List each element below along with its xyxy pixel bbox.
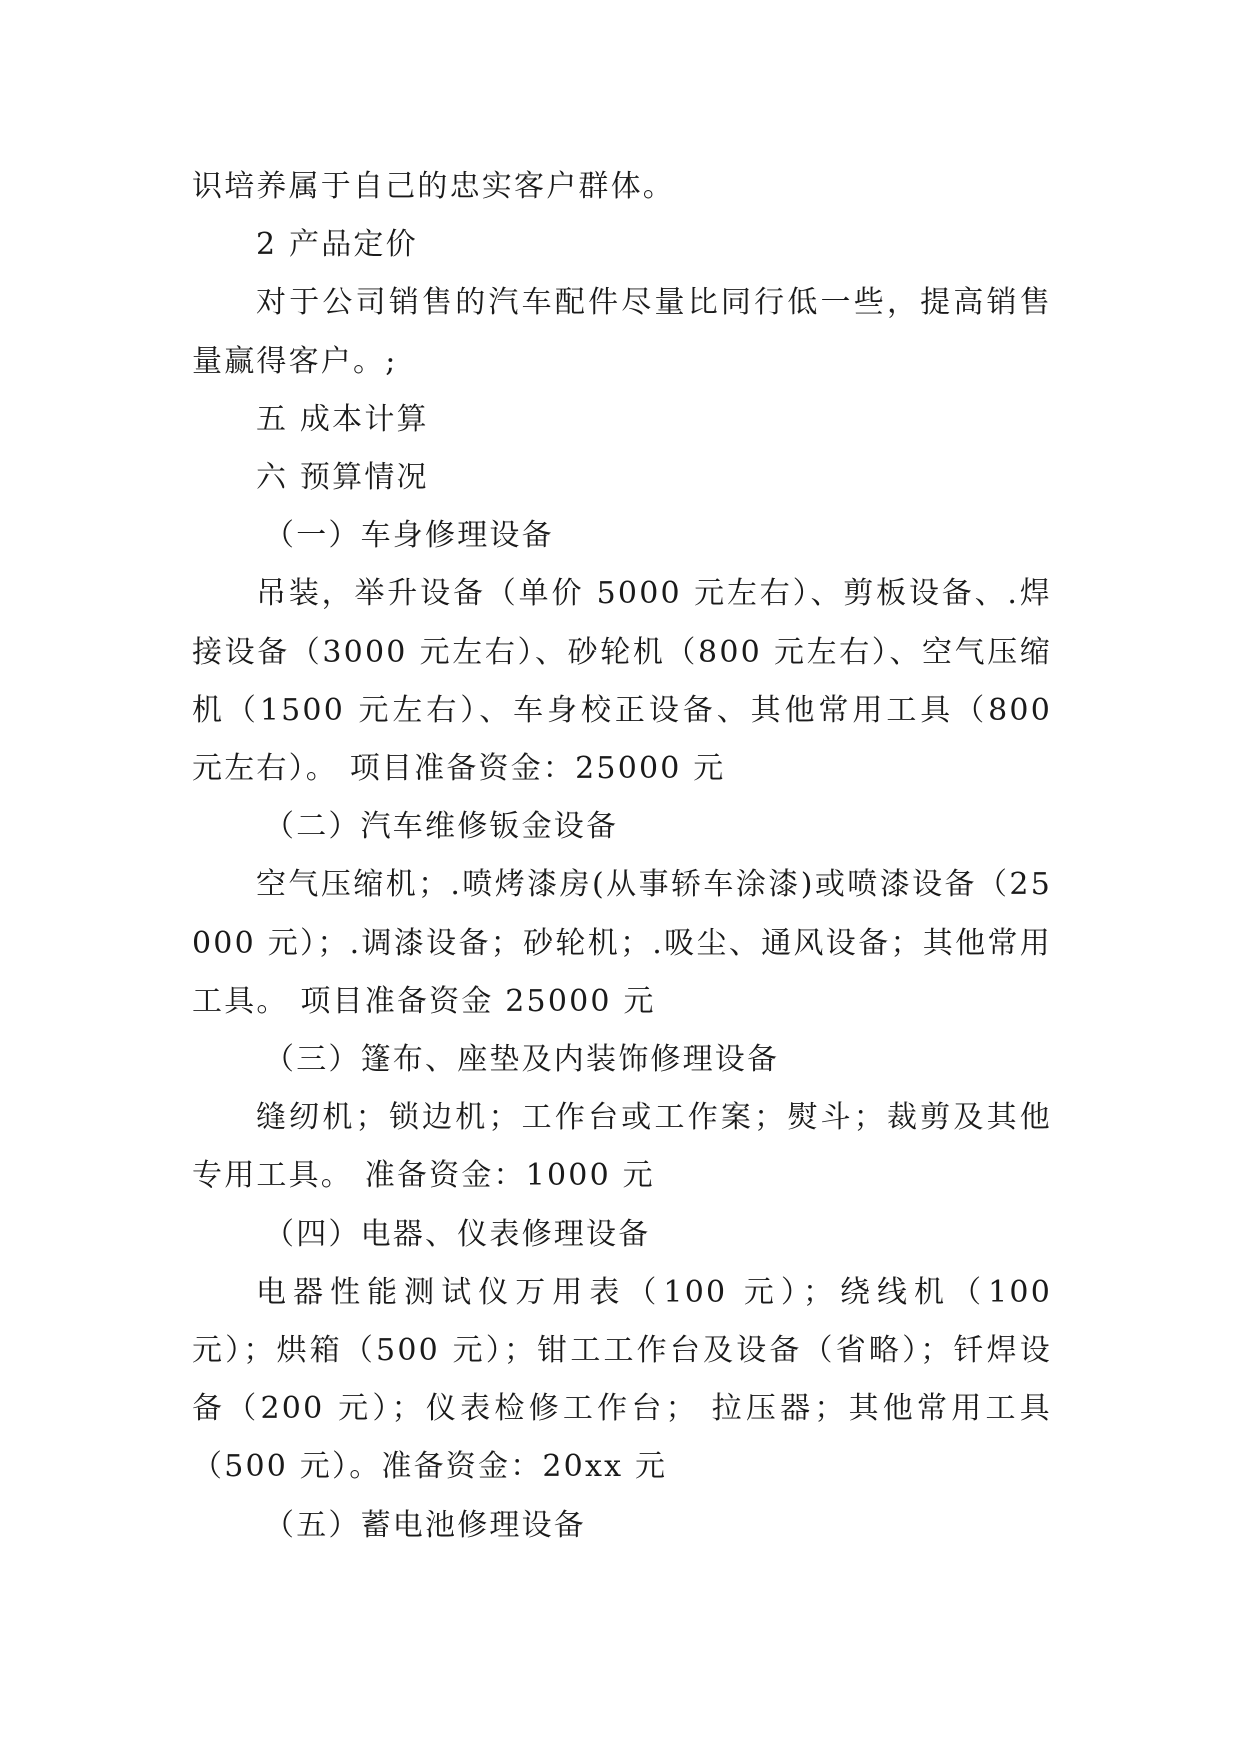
subsection-heading: （五）蓄电池修理设备 bbox=[264, 1507, 586, 1543]
paragraph: 空气压缩机；.喷烤漆房(从事轿车涂漆)或喷漆设备（25000 元）；.调漆设备；砂轮机；.吸尘、通风设备；其他常用工具。 项目准备资金 25000 元 bbox=[192, 867, 1052, 1019]
subsection-heading: （四）电器、仪表修理设备 bbox=[264, 1216, 651, 1252]
document-body bbox=[192, 158, 1052, 1555]
subsection-heading: （一）车身修理设备 bbox=[264, 518, 554, 554]
paragraph: 电器性能测试仪万用表（100 元）；绕线机（100 元）；烘箱（500 元）；钳工工作台及设备（省略）；钎焊设备（200 元）；仪表检修工作台； 拉压器；其他常用工具（500 元）。准备资金：20xx 元 bbox=[192, 1274, 1052, 1485]
subsection-heading: （二）汽车维修钣金设备 bbox=[264, 809, 619, 845]
paragraph: 识培养属于自己的忠实客户群体。 bbox=[192, 169, 675, 204]
paragraph: 缝纫机；锁边机；工作台或工作案；熨斗；裁剪及其他专用工具。 准备资金：1000 元 bbox=[192, 1100, 1052, 1194]
section-heading: 六 预算情况 bbox=[256, 460, 429, 496]
subsection-heading: （三）篷布、座垫及内装饰修理设备 bbox=[264, 1042, 780, 1078]
section-heading: 2 产品定价 bbox=[256, 227, 418, 263]
paragraph: 对于公司销售的汽车配件尽量比同行低一些，提高销售量赢得客户。; bbox=[192, 285, 1052, 379]
paragraph: 吊装，举升设备（单价 5000 元左右）、剪板设备、.焊接设备（3000 元左右）、砂轮机（800 元左右）、空气压缩机（1500 元左右）、车身校正设备、其他常用工具（800 元左右）。 项目准备资金：25000 元 bbox=[192, 576, 1052, 787]
section-heading: 五 成本计算 bbox=[256, 401, 429, 437]
